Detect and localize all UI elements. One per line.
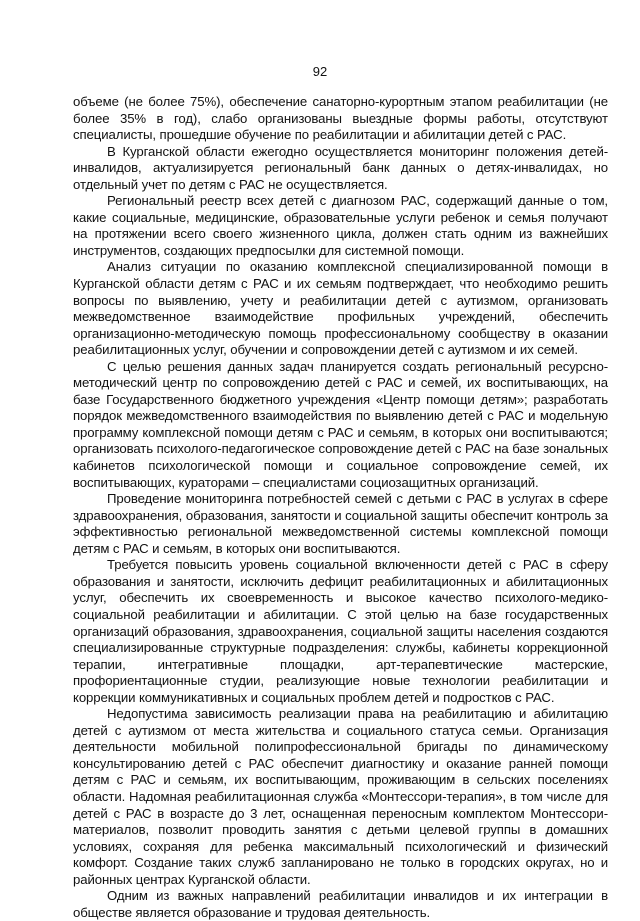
paragraph-education-work: Одним из важных направлений реабилитации инвалидов и их интеграции в обществе является образование и трудовая деятельность. [73,888,608,920]
paragraph-mobile-team: Недопустима зависимость реализации права на реабилитацию и абилитацию детей с аутизмом от места жительства и социального статуса семьи. Организация деятельности мобильной полипрофессиональной бригады по динамическому консультированию детей с РАС обеспечит диагностику и оказание ранней помощи детям с РАС и семьям, их воспитывающим, проживающим в сельских поселениях области. Надомная реабилитационная служба «Монтессори-терапия», в том числе для детей с РАС в возрасте до 3 лет, оснащенная переносным комплектом Монтессори-материалов, позволит проводить занятия с детьми целевой группы в домашних условиях, сохраняя для ребенка максимальный психологический и физический комфорт. Создание таких служб запланировано не только в городских округах, но и районных центрах Курганской области. [73,706,608,887]
paragraph-needs-monitoring: Проведение мониторинга потребностей семей с детьми с РАС в услугах в сфере здравоохранения, образования, занятости и социальной защиты обеспечит контроль за эффективностью региональной межведомственной системы комплексной помощи детям с РАС и семьям, в которых они воспитываются. [73,491,608,556]
page-number: 92 [312,64,328,79]
paragraph-monitoring: В Курганской области ежегодно осуществляется мониторинг положения детей-инвалидов, актуализируется региональный банк данных о детях-инвалидах, но отдельный учет по детям с РАС не осуществляется. [73,143,608,192]
paragraph-resource-center: С целью решения данных задач планируется создать региональный ресурсно-методический центр по сопровождению детей с РАС и семей, их воспитывающих, на базе Государственного бюджетного учреждения «Центр помощи детям»; разработать порядок межведомственного взаимодействия по выявлению детей с РАС и модельную программу комплексной помощи детям с РАС и семьям, в которых они воспитываются; организовать психолого-педагогическое сопровождение детей с РАС на базе зональных кабинетов психологической помощи и социальное сопровождение семей, их воспитывающих, кураторами – специалистами социозащитных организаций. [73,358,608,490]
paragraph-inclusion: Требуется повысить уровень социальной включенности детей с РАС в сферу образования и занятости, исключить дефицит реабилитационных и абилитационных услуг, обеспечить их своевременность и высокое качество психолого-медико-социальной реабилитации и абилитации. С этой целью на базе государственных организаций образования, здравоохранения, социальной защиты населения создаются специализированные структурные подразделения: службы, кабинеты коррекционной терапии, интегративные площадки, арт-терапевтические мастерские, профориентационные студии, реализующие новые технологии реабилитации и коррекции коммуникативных и социальных проблем детей и подростков с РАС. [73,557,608,705]
body-text [73,94,608,921]
paragraph-registry: Региональный реестр всех детей с диагнозом РАС, содержащий данные о том, какие социальные, медицинские, образовательные услуги ребенок и семья получают на протяжении всего своего жизненного цикла, должен стать одним из важнейших инструментов, создающих предпосылки для системной помощи. [73,193,608,258]
paragraph-continuation: объеме (не более 75%), обеспечение санаторно-курортным этапом реабилитации (не более 35% в год), слабо организованы выездные формы работы, отсутствуют специалисты, прошедшие обучение по реабилитации и абилитации детей с РАС. [73,94,608,143]
paragraph-analysis: Анализ ситуации по оказанию комплексной специализированной помощи в Курганской области детям с РАС и их семьям подтверждает, что необходимо решить вопросы по выявлению, учету и реабилитации детей с аутизмом, организовать межведомственное взаимодействие профильных учреждений, обеспечить организационно-методическую помощь профессиональному сообществу в оказании реабилитационных услуг, обучении и сопровождении детей с аутизмом и их семей. [73,259,608,358]
